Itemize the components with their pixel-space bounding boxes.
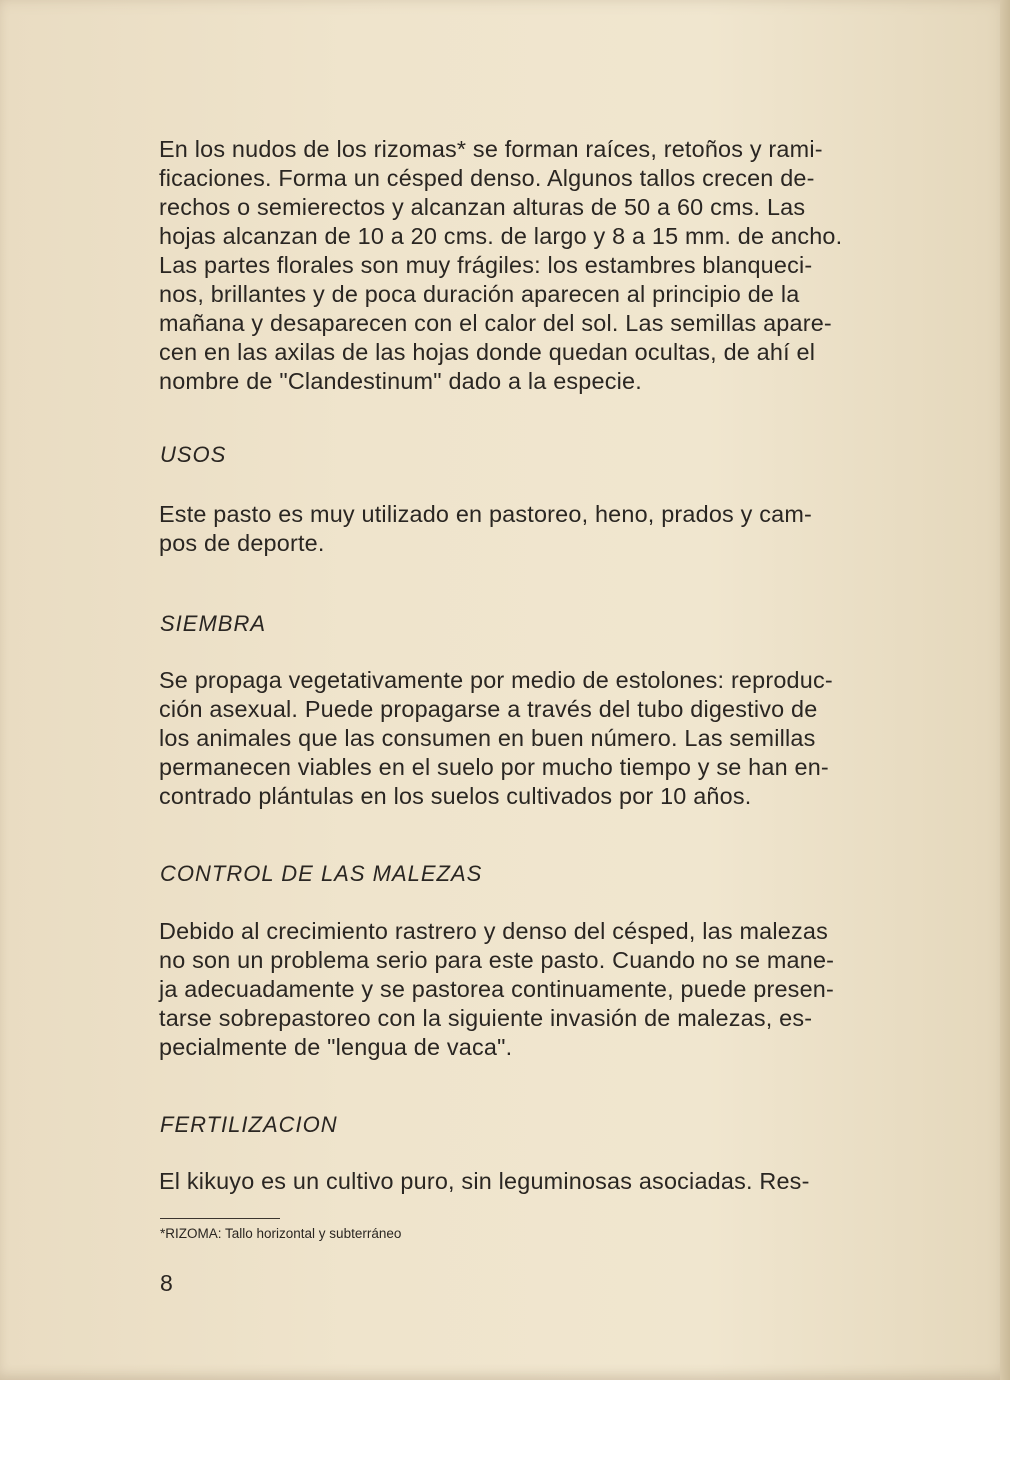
text-line: pecialmente de "lengua de vaca". (159, 1034, 513, 1060)
text-line: Las partes florales son muy frágiles: los estambres blanqueci- (159, 252, 813, 278)
text-line: Se propaga vegetativamente por medio de estolones: reproduc- (159, 667, 833, 693)
text-line: Debido al crecimiento rastrero y denso del césped, las malezas (159, 918, 828, 944)
section-heading-fertilizacion: FERTILIZACION (160, 1112, 338, 1137)
text-line: nos, brillantes y de poca duración aparecen al principio de la (159, 281, 800, 307)
text-line: Este pasto es muy utilizado en pastoreo, heno, prados y cam- (159, 501, 812, 527)
text-line: los animales que las consumen en buen número. Las semillas (159, 725, 816, 751)
page-edge (1000, 0, 1010, 1380)
text-line: ción asexual. Puede propagarse a través del tubo digestivo de (159, 696, 818, 722)
text-line: contrado plántulas en los suelos cultivados por 10 años. (159, 783, 752, 809)
footnote: *RIZOMA: Tallo horizontal y subterráneo (160, 1226, 402, 1241)
page-number: 8 (160, 1270, 173, 1296)
text-line: pos de deporte. (159, 530, 325, 556)
section-heading-usos: USOS (160, 442, 227, 467)
text-line: tarse sobrepastoreo con la siguiente invasión de malezas, es- (159, 1005, 813, 1031)
section-heading-siembra: SIEMBRA (160, 611, 267, 636)
text-line: El kikuyo es un cultivo puro, sin leguminosas asociadas. Res- (159, 1168, 810, 1194)
footnote-rule (160, 1218, 280, 1219)
section-heading-control: CONTROL DE LAS MALEZAS (160, 861, 483, 886)
text-line: permanecen viables en el suelo por mucho tiempo y se han en- (159, 754, 829, 780)
text-line: ficaciones. Forma un césped denso. Algunos tallos crecen de- (159, 165, 815, 191)
text-line: no son un problema serio para este pasto. Cuando no se mane- (159, 947, 835, 973)
text-line: cen en las axilas de las hojas donde quedan ocultas, de ahí el (159, 339, 816, 365)
text-line: ja adecuadamente y se pastorea continuamente, puede presen- (159, 976, 834, 1002)
text-line: mañana y desaparecen con el calor del sol. Las semillas apare- (159, 310, 832, 336)
text-line: nombre de "Clandestinum" dado a la especie. (159, 368, 642, 394)
text-line: rechos o semierectos y alcanzan alturas de 50 a 60 cms. Las (159, 194, 806, 220)
text-line: En los nudos de los rizomas* se forman raíces, retoños y rami- (159, 136, 823, 162)
text-line: hojas alcanzan de 10 a 20 cms. de largo y 8 a 15 mm. de ancho. (159, 223, 843, 249)
